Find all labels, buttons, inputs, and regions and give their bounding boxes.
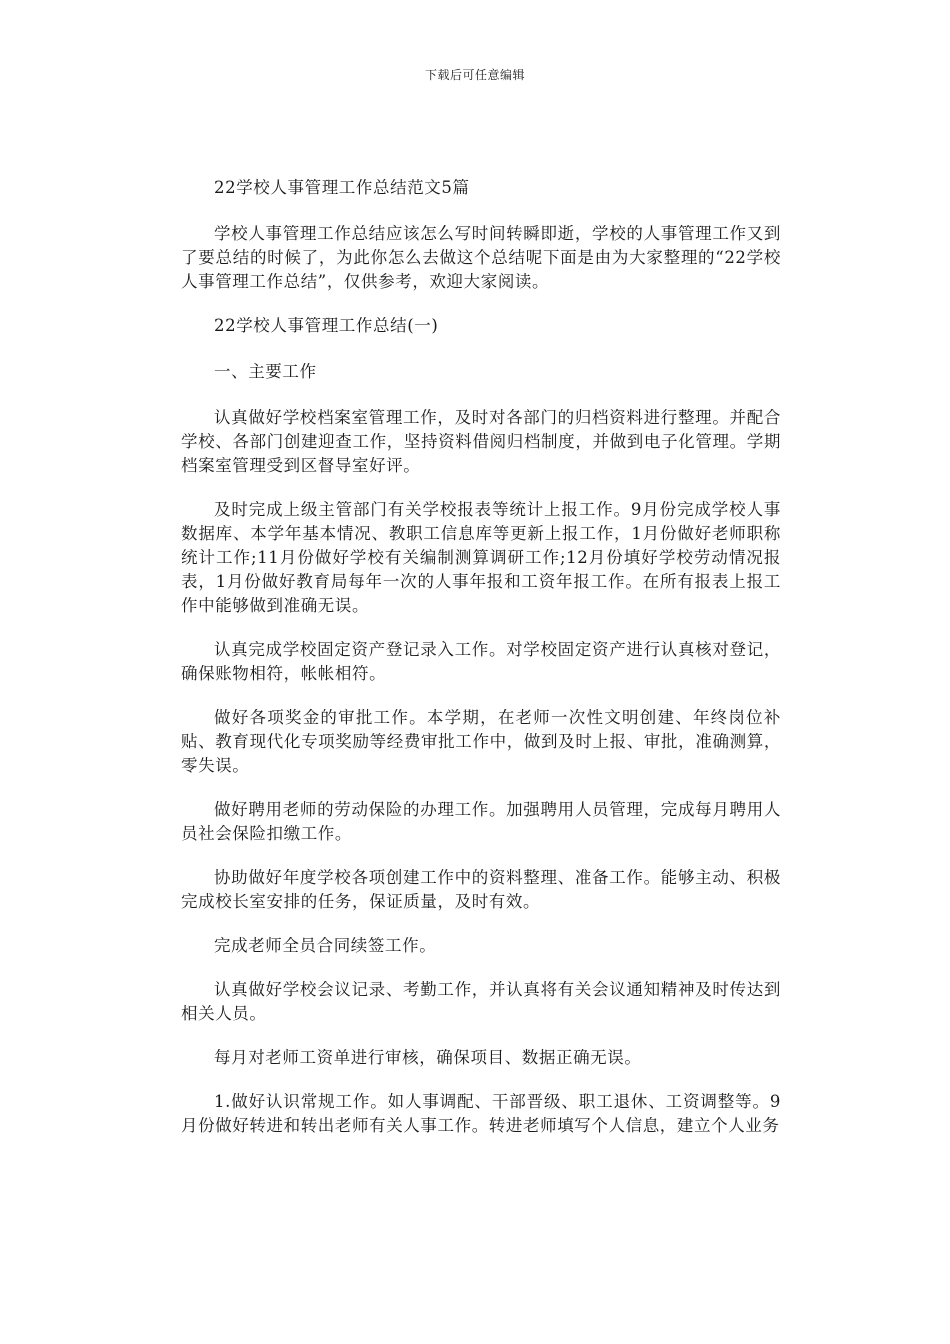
body-paragraph-archive: 认真做好学校档案室管理工作，及时对各部门的归档资料进行整理。并配合学校、各部门创建迎查工作，坚持资料借阅归档制度，并做到电子化管理。学期档案室管理受到区督导室好评。 [181, 408, 781, 475]
body-paragraph-creation: 协助做好年度学校各项创建工作中的资料整理、准备工作。能够主动、积极完成校长室安排的任务，保证质量，及时有效。 [181, 868, 781, 911]
body-paragraph-assets: 认真完成学校固定资产登记录入工作。对学校固定资产进行认真核对登记，确保账物相符，帐帐相符。 [181, 640, 781, 683]
body-paragraph-insurance: 做好聘用老师的劳动保险的办理工作。加强聘用人员管理，完成每月聘用人员社会保险扣缴工作。 [181, 800, 781, 843]
section-title: 22学校人事管理工作总结(一) [214, 316, 439, 335]
body-paragraph-routine: 1.做好认识常规工作。如人事调配、干部晋级、职工退休、工资调整等。9月份做好转进和转出老师有关人事工作。转进老师填写个人信息，建立个人业务 [181, 1092, 781, 1135]
body-paragraph-reports: 及时完成上级主管部门有关学校报表等统计上报工作。9月份完成学校人事数据库、本学年基本情况、教职工信息库等更新上报工作，1月份做好老师职称统计工作;11月份做好学校有关编制测算调研工作;12月份填好学校劳动情况报表，1月份做好教育局每年一次的人事年报和工资年报工作。在所有报表上报工作中能够做到准确无误。 [181, 500, 781, 615]
body-paragraph-payroll: 每月对老师工资单进行审核，确保项目、数据正确无误。 [214, 1048, 642, 1067]
body-paragraph-meetings: 认真做好学校会议记录、考勤工作，并认真将有关会议通知精神及时传达到相关人员。 [181, 980, 781, 1023]
intro-paragraph: 学校人事管理工作总结应该怎么写时间转瞬即逝，学校的人事管理工作又到了要总结的时候了，为此你怎么去做这个总结呢下面是由为大家整理的“22学校人事管理工作总结”，仅供参考，欢迎大家阅读。 [181, 224, 781, 291]
document-body [181, 176, 781, 1158]
page-header: 下载后可任意编辑 [424, 68, 525, 82]
subsection-title: 一、主要工作 [214, 362, 317, 381]
body-paragraph-bonus: 做好各项奖金的审批工作。本学期，在老师一次性文明创建、年终岗位补贴、教育现代化专项奖励等经费审批工作中，做到及时上报、审批，准确测算，零失误。 [181, 708, 781, 775]
document-title: 22学校人事管理工作总结范文5篇 [214, 178, 470, 197]
body-paragraph-contracts: 完成老师全员合同续签工作。 [214, 936, 437, 955]
